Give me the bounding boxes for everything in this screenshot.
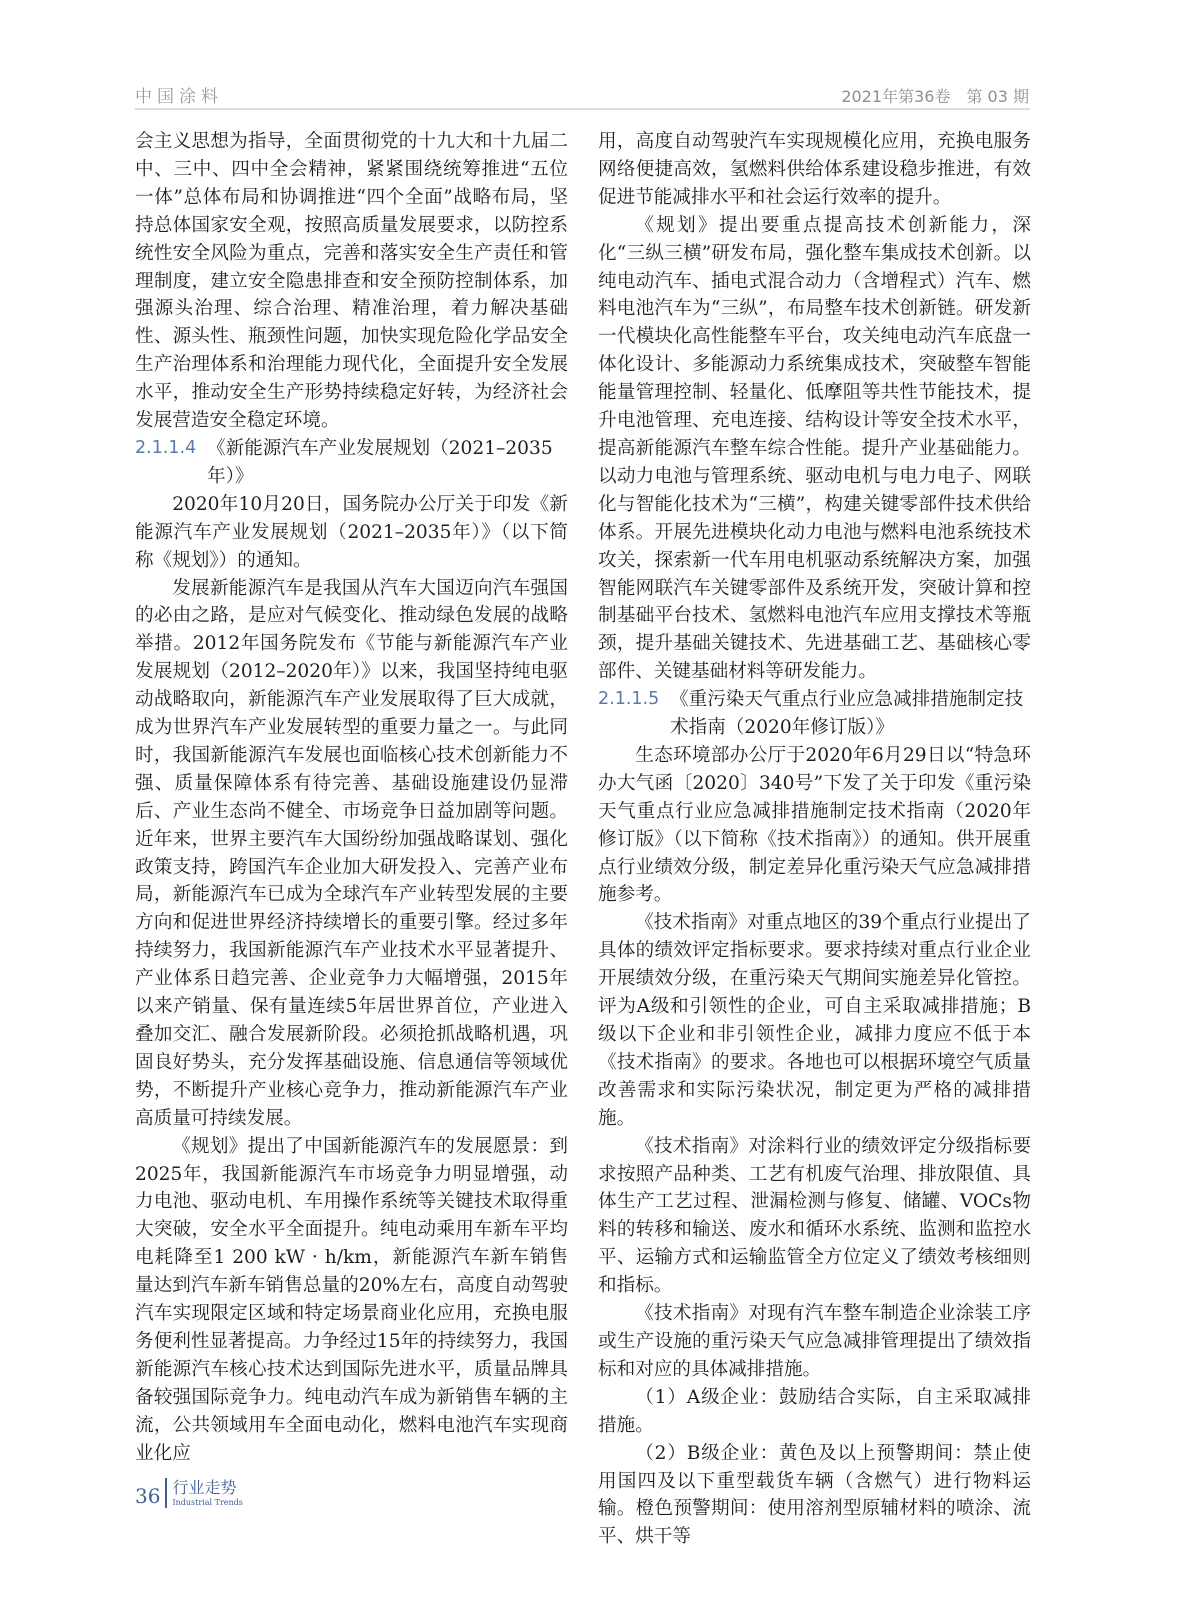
- issue-info: 2021年第36卷 第 03 期: [841, 87, 1029, 106]
- header-divider: [135, 108, 1030, 110]
- section-title: 《新能源汽车产业发展规划（2021–2035年）》: [207, 437, 553, 487]
- section-number: 2.1.1.5: [598, 689, 660, 710]
- paragraph: （1）A级企业：鼓励结合实际，自主采取减排措施。: [598, 1386, 1031, 1436]
- paragraph: 《技术指南》对涂料行业的绩效评定分级指标要求按照产品种类、工艺有机废气治理、排放限值、具体生产工艺过程、泄漏检测与修复、储罐、VOCs物料的转移和输送、废水和循环水系统、监测和监控水平、运输方式和运输监管全方位定义了绩效考核细则和指标。: [598, 1135, 1031, 1297]
- paragraph: 2020年10月20日，国务院办公厅关于印发《新能源汽车产业发展规划（2021–2035年）》（以下简称《规划》）的通知。: [135, 493, 568, 571]
- paragraph: 《规划》提出了中国新能源汽车的发展愿景：到2025年，我国新能源汽车市场竞争力明显增强，动力电池、驱动电机、车用操作系统等关键技术取得重大突破，安全水平全面提升。纯电动乘用车新车平均电耗降至1 200 kW · h/km，新能源汽车新车销售量达到汽车新车销售总量的20%左右，高度自动驾驶汽车实现限定区域和特定场景商业化应用，充换电服务便利性显著提高。力争经过15年的持续努力，我国新能源汽车核心技术达到国际先进水平，质量品牌具备较强国际竞争力。纯电动汽车成为新销售车辆的主流，公共领域用车全面电动化，燃料电池汽车实现商业化应: [135, 1135, 568, 1464]
- page-number: 36: [135, 1484, 161, 1508]
- section-heading: [135, 435, 568, 491]
- section-label: [172, 1478, 242, 1508]
- section-label-cn: 行业走势: [172, 1478, 237, 1497]
- journal-name: 中国涂料: [135, 87, 223, 107]
- section-number: 2.1.1.4: [135, 437, 197, 458]
- paragraph: （2）B级企业：黄色及以上预警期间：禁止使用国四及以下重型载货车辆（含燃气）进行物料运输。橙色预警期间：使用溶剂型原辅材料的喷涂、流平、烘干等: [598, 1442, 1031, 1548]
- paragraph: 《技术指南》对重点地区的39个重点行业提出了具体的绩效评定指标要求。要求持续对重点行业企业开展绩效分级，在重污染天气期间实施差异化管控。评为A级和引领性的企业，可自主采取减排措施；B级以下企业和非引领性企业，减排力度应不低于本《技术指南》的要求。各地也可以根据环境空气质量改善需求和实际污染状况，制定更为严格的减排措施。: [598, 912, 1031, 1129]
- paragraph: 《规划》提出要重点提高技术创新能力，深化“三纵三横”研发布局，强化整车集成技术创新。以纯电动汽车、插电式混合动力（含增程式）汽车、燃料电池汽车为“三纵”，布局整车技术创新链。研发新一代模块化高性能整车平台，攻关纯电动汽车底盘一体化设计、多能源动力系统集成技术，突破整车智能能量管理控制、轻量化、低摩阻等共性节能技术，提升电池管理、充电连接、结构设计等安全技术水平，提高新能源汽车整车综合性能。提升产业基础能力。以动力电池与管理系统、驱动电机与电力电子、网联化与智能化技术为“三横”，构建关键零部件技术供给体系。开展先进模块化动力电池与燃料电池系统技术攻关，探索新一代车用电机驱动系统解决方案，加强智能网联汽车关键零部件及系统开发，突破计算和控制基础平台技术、氢燃料电池汽车应用支撑技术等瓶颈，提升基础关键技术、先进基础工艺、基础核心零部件、关键基础材料等研发能力。: [598, 214, 1031, 683]
- paragraph: 会主义思想为指导，全面贯彻党的十九大和十九届二中、三中、四中全会精神，紧紧围绕统筹推进“五位一体”总体布局和协调推进“四个全面”战略布局，坚持总体国家安全观，按照高质量发展要求，以防控系统性安全风险为重点，完善和落实安全生产责任和管理制度，建立安全隐患排查和安全预防控制体系，加强源头治理、综合治理、精准治理，着力解决基础性、源头性、瓶颈性问题，加快实现危险化学品安全生产治理体系和治理能力现代化，全面提升安全发展水平，推动安全生产形势持续稳定好转，为经济社会发展营造安全稳定环境。: [135, 131, 568, 432]
- paragraph: 《技术指南》对现有汽车整车制造企业涂装工序或生产设施的重污染天气应急减排管理提出了绩效指标和对应的具体减排措施。: [598, 1303, 1031, 1380]
- footer-divider: [165, 1478, 167, 1508]
- paragraph: 生态环境部办公厅于2020年6月29日以“特急环办大气函〔2020〕340号”下发了关于印发《重污染天气重点行业应急减排措施制定技术指南（2020年修订版》（以下简称《技术指南》）的通知。供开展重点行业绩效分级，制定差异化重污染天气应急减排措施参考。: [598, 744, 1031, 906]
- right-column: [598, 128, 1031, 1551]
- paragraph: 用，高度自动驾驶汽车实现规模化应用，充换电服务网络便捷高效，氢燃料供给体系建设稳步推进，有效促进节能减排水平和社会运行效率的提升。: [598, 131, 1031, 208]
- paragraph: 发展新能源汽车是我国从汽车大国迈向汽车强国的必由之路，是应对气候变化、推动绿色发展的战略举措。2012年国务院发布《节能与新能源汽车产业发展规划（2012–2020年）》以来，我国坚持纯电驱动战略取向，新能源汽车产业发展取得了巨大成就，成为世界汽车产业发展转型的重要力量之一。与此同时，我国新能源汽车发展也面临核心技术创新能力不强、质量保障体系有待完善、基础设施建设仍显滞后、产业生态尚不健全、市场竞争日益加剧等问题。近年来，世界主要汽车大国纷纷加强战略谋划、强化政策支持，跨国汽车企业加大研发投入、完善产业布局，新能源汽车已成为全球汽车产业转型发展的主要方向和促进世界经济持续增长的重要引擎。经过多年持续努力，我国新能源汽车产业技术水平显著提升、产业体系日趋完善、企业竞争力大幅增强，2015年以来产销量、保有量连续5年居世界首位，产业进入叠加交汇、融合发展新阶段。必须抢抓战略机遇，巩固良好势头，充分发挥基础设施、信息通信等领域优势，不断提升产业核心竞争力，推动新能源汽车产业高质量可持续发展。: [135, 577, 568, 1129]
- left-column: [135, 128, 568, 1468]
- page-footer: [135, 1478, 243, 1508]
- section-title: 《重污染天气重点行业应急减排措施制定技术指南（2020年修订版）》: [670, 689, 1024, 739]
- section-heading: [598, 686, 1031, 742]
- section-label-en: Industrial Trends: [172, 1498, 243, 1507]
